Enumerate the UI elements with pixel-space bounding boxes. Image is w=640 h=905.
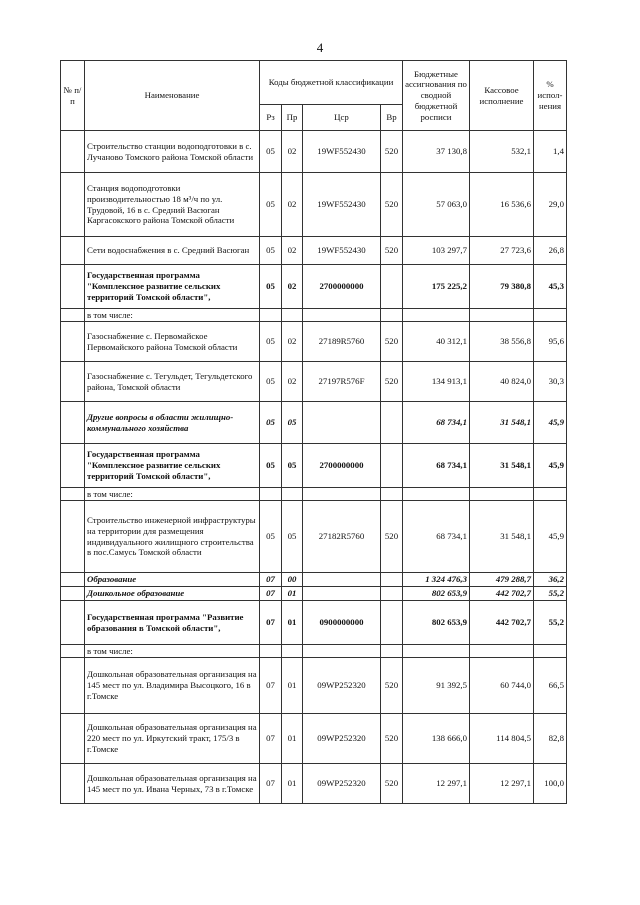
row-cash-execution [470,488,534,501]
row-number [61,601,85,645]
row-name: в том числе: [85,309,260,322]
row-allocation: 134 913,1 [403,362,470,402]
row-rz: 05 [260,173,282,237]
row-csr [303,402,381,444]
page-number: 4 [316,40,324,55]
row-number [61,265,85,309]
row-rz: 05 [260,501,282,573]
row-number [61,237,85,265]
row-vr: 520 [381,237,403,265]
row-allocation: 103 297,7 [403,237,470,265]
row-name: в том числе: [85,645,260,658]
table-row [61,488,567,501]
row-percent: 45,9 [534,444,567,488]
row-csr [303,645,381,658]
header-allocations: Бюджетные ассигнования по сводной бюджетной росписи [403,61,470,131]
header-execution-percent: % испол-нения [534,61,567,131]
table-row [61,658,567,714]
row-number [61,658,85,714]
row-percent: 30,3 [534,362,567,402]
row-allocation: 68 734,1 [403,444,470,488]
table-row [61,645,567,658]
row-number [61,573,85,587]
row-name: Дошкольная образовательная организация на 145 мест по ул. Ивана Черных, 73 в г.Томске [85,764,260,804]
table-row [61,764,567,804]
row-pr: 01 [282,764,303,804]
table-row [61,402,567,444]
row-csr: 09WP252320 [303,658,381,714]
header-budget-codes: Коды бюджетной классификации [260,61,403,105]
row-vr [381,402,403,444]
row-percent: 45,9 [534,402,567,444]
row-cash-execution: 479 288,7 [470,573,534,587]
row-csr: 19WF552430 [303,131,381,173]
row-name: Другие вопросы в области жилищно-коммунального хозяйства [85,402,260,444]
row-pr: 02 [282,362,303,402]
table-row [61,322,567,362]
row-cash-execution: 12 297,1 [470,764,534,804]
row-allocation [403,488,470,501]
row-allocation: 802 653,9 [403,587,470,601]
row-pr: 01 [282,714,303,764]
header-name: Наименование [85,61,260,131]
row-vr [381,265,403,309]
row-name: Сети водоснабжения в с. Средний Васюган [85,237,260,265]
row-percent: 1,4 [534,131,567,173]
table-row [61,131,567,173]
row-percent: 95,6 [534,322,567,362]
row-name: Дошкольная образовательная организация на 145 мест по ул. Владимира Высоцкого, 16 в г.Томске [85,658,260,714]
row-vr [381,444,403,488]
row-pr [282,309,303,322]
row-allocation [403,645,470,658]
row-name: Государственная программа "Комплексное развитие сельских территорий Томской области", [85,265,260,309]
row-cash-execution: 442 702,7 [470,587,534,601]
row-rz: 05 [260,322,282,362]
table-row [61,573,567,587]
table-row [61,265,567,309]
row-pr: 02 [282,322,303,362]
row-csr: 2700000000 [303,265,381,309]
row-rz [260,309,282,322]
row-vr: 520 [381,714,403,764]
table-row [61,587,567,601]
row-vr: 520 [381,764,403,804]
row-pr: 00 [282,573,303,587]
row-percent [534,488,567,501]
row-rz [260,488,282,501]
row-rz: 05 [260,237,282,265]
row-percent [534,645,567,658]
row-percent: 100,0 [534,764,567,804]
row-pr [282,488,303,501]
row-percent: 82,8 [534,714,567,764]
row-csr: 27197R576F [303,362,381,402]
row-name: Государственная программа "Развитие образования в Томской области", [85,601,260,645]
row-allocation: 68 734,1 [403,402,470,444]
row-rz: 07 [260,658,282,714]
row-name: Дошкольное образование [85,587,260,601]
row-rz: 07 [260,601,282,645]
row-pr [282,645,303,658]
row-cash-execution: 60 744,0 [470,658,534,714]
row-percent: 36,2 [534,573,567,587]
row-cash-execution: 31 548,1 [470,501,534,573]
row-csr: 2700000000 [303,444,381,488]
row-rz: 07 [260,573,282,587]
row-pr: 05 [282,444,303,488]
row-vr: 520 [381,173,403,237]
row-csr: 19WF552430 [303,237,381,265]
row-rz: 05 [260,362,282,402]
row-vr: 520 [381,131,403,173]
row-vr [381,309,403,322]
row-vr: 520 [381,501,403,573]
row-name: Газоснабжение с. Тегульдет, Тегульдетского района, Томской области [85,362,260,402]
row-pr: 01 [282,587,303,601]
row-csr: 19WF552430 [303,173,381,237]
row-cash-execution: 442 702,7 [470,601,534,645]
row-number [61,309,85,322]
row-name: в том числе: [85,488,260,501]
row-number [61,714,85,764]
table-row [61,309,567,322]
row-cash-execution: 16 536,6 [470,173,534,237]
row-name: Станция водоподготовки производительностью 18 м³/ч по ул. Трудовой, 16 в с. Средний Васюган Каргасокского района Томской области [85,173,260,237]
row-name: Государственная программа "Комплексное развитие сельских территорий Томской области", [85,444,260,488]
row-rz: 05 [260,402,282,444]
row-cash-execution [470,645,534,658]
row-pr: 02 [282,173,303,237]
row-pr: 01 [282,601,303,645]
row-allocation: 68 734,1 [403,501,470,573]
row-percent: 66,5 [534,658,567,714]
row-pr: 02 [282,131,303,173]
row-allocation: 40 312,1 [403,322,470,362]
row-rz: 07 [260,764,282,804]
table-row [61,714,567,764]
row-percent: 26,8 [534,237,567,265]
row-number [61,173,85,237]
header-number: № п/п [61,61,85,131]
row-percent [534,309,567,322]
row-allocation: 1 324 476,3 [403,573,470,587]
row-number [61,322,85,362]
header-code-vr: Вр [381,105,403,131]
table-row [61,444,567,488]
row-cash-execution: 31 548,1 [470,444,534,488]
row-csr: 27182R5760 [303,501,381,573]
row-cash-execution: 532,1 [470,131,534,173]
row-csr [303,488,381,501]
row-rz: 07 [260,714,282,764]
row-vr [381,587,403,601]
row-csr: 09WP252320 [303,764,381,804]
row-number [61,131,85,173]
header-code-pr: Пр [282,105,303,131]
row-vr: 520 [381,362,403,402]
row-number [61,645,85,658]
header-cash-execution: Кассовое исполнение [470,61,534,131]
row-cash-execution: 31 548,1 [470,402,534,444]
row-csr [303,573,381,587]
table-row [61,601,567,645]
row-allocation: 57 063,0 [403,173,470,237]
row-number [61,402,85,444]
row-cash-execution: 79 380,8 [470,265,534,309]
header-code-rz: Рз [260,105,282,131]
row-csr: 09WP252320 [303,714,381,764]
row-name: Газоснабжение с. Первомайское Первомайского района Томской области [85,322,260,362]
row-csr: 0900000000 [303,601,381,645]
row-allocation: 37 130,8 [403,131,470,173]
row-cash-execution: 40 824,0 [470,362,534,402]
row-cash-execution [470,309,534,322]
row-rz: 07 [260,587,282,601]
row-name: Дошкольная образовательная организация на 220 мест по ул. Иркутский тракт, 175/3 в г.Томске [85,714,260,764]
row-pr: 01 [282,658,303,714]
row-vr [381,601,403,645]
row-pr: 05 [282,402,303,444]
row-rz: 05 [260,131,282,173]
row-cash-execution: 114 804,5 [470,714,534,764]
row-allocation: 802 653,9 [403,601,470,645]
row-pr: 02 [282,265,303,309]
row-rz: 05 [260,444,282,488]
row-pr: 02 [282,237,303,265]
row-allocation: 12 297,1 [403,764,470,804]
row-percent: 55,2 [534,587,567,601]
table-row [61,362,567,402]
row-name: Строительство станции водоподготовки в с. Лучаново Томского района Томской области [85,131,260,173]
row-percent: 55,2 [534,601,567,645]
row-percent: 45,3 [534,265,567,309]
row-vr: 520 [381,658,403,714]
row-number [61,501,85,573]
row-pr: 05 [282,501,303,573]
row-csr [303,309,381,322]
budget-execution-table [60,60,567,804]
table-row [61,173,567,237]
row-number [61,444,85,488]
row-allocation: 175 225,2 [403,265,470,309]
row-allocation: 138 666,0 [403,714,470,764]
row-vr [381,645,403,658]
row-csr: 27189R5760 [303,322,381,362]
row-rz [260,645,282,658]
table-row [61,501,567,573]
header-code-csr: Цср [303,105,381,131]
row-csr [303,587,381,601]
row-allocation [403,309,470,322]
row-number [61,587,85,601]
row-percent: 45,9 [534,501,567,573]
row-percent: 29,0 [534,173,567,237]
table-row [61,237,567,265]
row-number [61,764,85,804]
row-vr [381,573,403,587]
row-number [61,362,85,402]
row-rz: 05 [260,265,282,309]
row-number [61,488,85,501]
row-name: Образование [85,573,260,587]
row-name: Строительство инженерной инфраструктуры на территории для размещения индивидуального жилищного строительства в пос.Самусь Томской области [85,501,260,573]
row-cash-execution: 38 556,8 [470,322,534,362]
row-vr [381,488,403,501]
row-allocation: 91 392,5 [403,658,470,714]
row-cash-execution: 27 723,6 [470,237,534,265]
row-vr: 520 [381,322,403,362]
